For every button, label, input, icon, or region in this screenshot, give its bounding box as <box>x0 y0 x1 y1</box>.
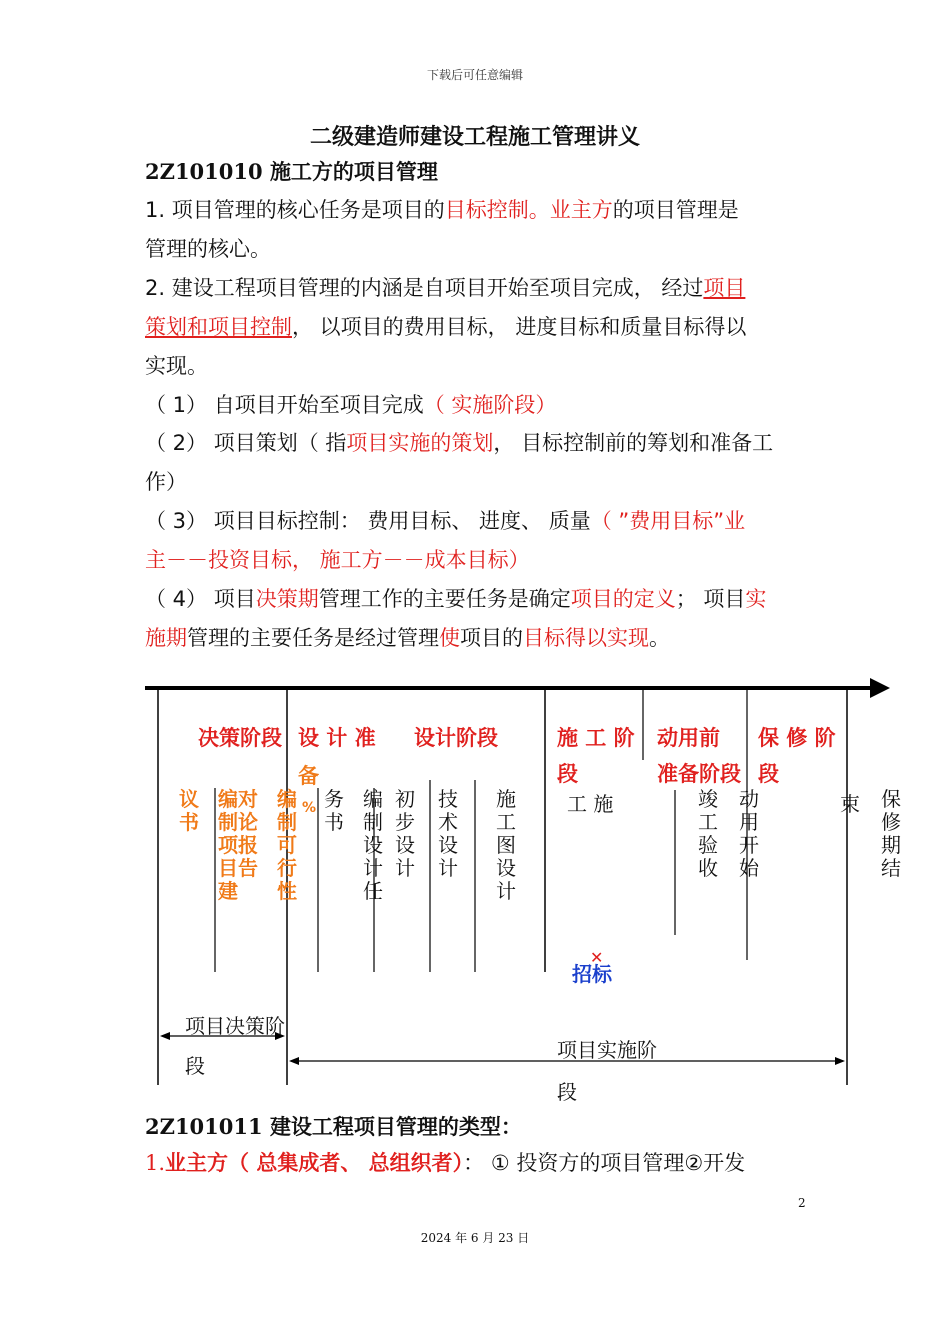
paragraph-2-line-1: 2. 建设工程项目管理的内涵是自项目开始至项目完成， 经过项目 <box>145 276 746 300</box>
item-2-line-2: 作） <box>145 470 187 494</box>
page-number: 2 <box>798 1196 806 1210</box>
phase-decision: 决策阶段 <box>198 726 282 750</box>
phase-pre-use-2: 准备阶段 <box>657 762 741 786</box>
paragraph-1-line-1: 1. 项目管理的核心任务是项目的目标控制。业主方的项目管理是 <box>145 198 739 222</box>
tender-mark: ✕ <box>590 948 604 967</box>
page-header: 下载后可任意编辑 <box>426 68 523 82</box>
timeline-arrowhead <box>870 678 890 698</box>
item-4-line-2: 施期管理的主要任务是经过管理使项目的目标得以实现。 <box>145 626 670 650</box>
item-proposal: 议书 <box>179 787 199 834</box>
item-start-use: 动用开始 <box>739 787 759 880</box>
item-construct: 工 施 <box>567 792 614 816</box>
span-impl-arrow-left <box>289 1057 299 1065</box>
item-4-line-1: （ 4） 项目决策期管理工作的主要任务是确定项目的定义； 项目实 <box>145 587 767 611</box>
paragraph-2-line-2: 策划和项目控制， 以项目的费用目标， 进度目标和质量目标得以 <box>145 315 747 339</box>
span-impl-label-b: 段 <box>557 1080 577 1104</box>
phase-design: 设计阶段 <box>414 726 498 750</box>
item-design-task: 编制设计任 <box>363 787 383 903</box>
item-2-line-1: （ 2） 项目策划（ 指项目实施的策划， 目标控制前的筹划和准备工 <box>145 431 774 455</box>
paragraph-3: 1.业主方（ 总集成者、 总组织者）： ① 投资方的项目管理②开发 <box>145 1151 746 1175</box>
section-heading-1: 2Z101010 施工方的项目管理 <box>145 159 438 184</box>
phase-design-prep: 设 计 准 <box>298 726 376 750</box>
phase-warranty: 保 修 阶 <box>758 726 836 750</box>
item-end: 束 <box>840 792 860 816</box>
span-decision-label-a: 项目决策阶 <box>185 1014 285 1038</box>
phase-construction-2: 段 <box>557 762 578 786</box>
item-feasibility-b: 编制可行性 <box>277 787 297 903</box>
item-feasibility-mark: % <box>302 800 317 816</box>
span-decision-label-b: 段 <box>185 1054 205 1078</box>
page-date: 2024 年 6 月 23 日 <box>420 1231 530 1245</box>
span-impl-arrow-right <box>835 1057 845 1065</box>
section-heading-2: 2Z101011 建设工程项目管理的类型： <box>145 1114 522 1139</box>
phase-pre-use: 动用前 <box>657 726 720 750</box>
item-warranty-end: 保修期结 <box>881 787 901 880</box>
paragraph-2-line-3: 实现。 <box>145 354 208 378</box>
item-feasibility-a: 编对制论项报目告建 <box>218 787 258 903</box>
item-prelim: 初步设计 <box>395 787 415 880</box>
item-tech: 技术设计 <box>438 787 458 880</box>
span-impl-label-a: 项目实施阶 <box>557 1038 657 1062</box>
item-3-line-1: （ 3） 项目目标控制： 费用目标、 进度、 质量（ ”费用目标”业 <box>145 509 746 533</box>
phase-construction: 施 工 阶 <box>557 726 635 750</box>
phase-design-prep-2: 备 <box>298 764 319 788</box>
item-1: （ 1） 自项目开始至项目完成（ 实施阶段） <box>145 393 557 417</box>
item-task-book: 务书 <box>324 787 344 834</box>
item-3-line-2: 主－－投资目标， 施工方－－成本目标） <box>145 548 530 572</box>
phase-warranty-2: 段 <box>758 762 779 786</box>
span-decision-arrow-left <box>160 1032 170 1040</box>
document-title: 二级建造师建设工程施工管理讲义 <box>309 125 640 150</box>
paragraph-1-line-2: 管理的核心。 <box>145 237 271 261</box>
item-acceptance: 竣工验收 <box>698 787 718 880</box>
tender-label: 招标 <box>572 962 612 986</box>
item-drawing: 施工图设计 <box>496 787 516 903</box>
